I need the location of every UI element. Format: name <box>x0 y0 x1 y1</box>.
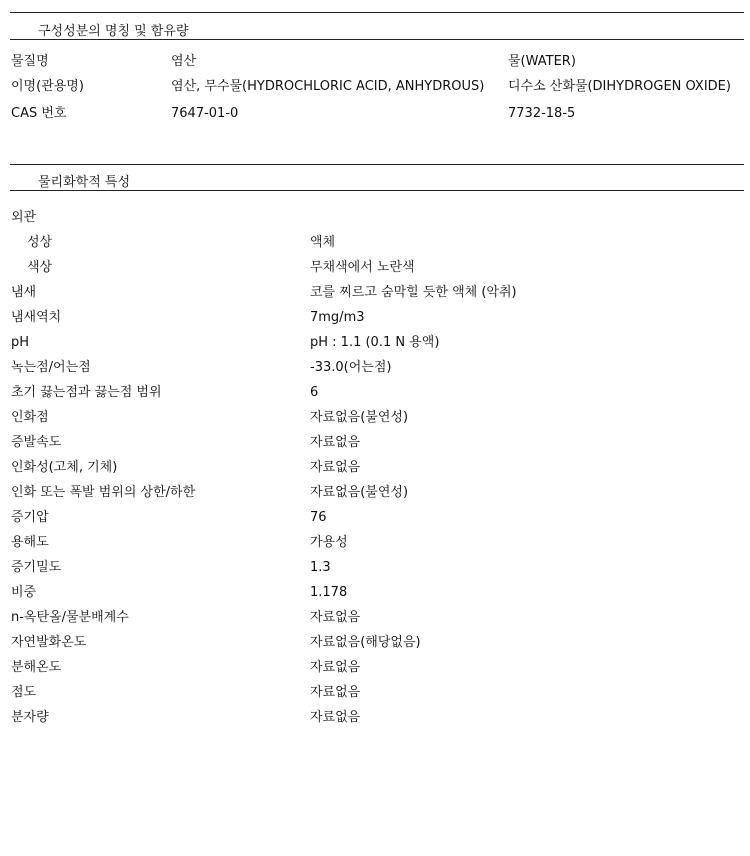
row-label: 이명(관용명) <box>11 79 84 94</box>
property-value: 1.3 <box>310 560 331 575</box>
property-label: 증발속도 <box>11 435 62 450</box>
properties-section-title: 물리화학적 특성 <box>38 175 131 190</box>
property-value: 액체 <box>310 235 336 250</box>
property-value: 자료없음(불연성) <box>310 410 409 425</box>
property-label: 용해도 <box>11 535 49 550</box>
property-label: 인화 또는 폭발 범위의 상한/하한 <box>11 485 196 500</box>
property-value: 76 <box>310 510 327 525</box>
composition-section-title: 구성성분의 명칭 및 함유량 <box>38 24 189 39</box>
section-top-rule <box>10 164 744 165</box>
property-label: 색상 <box>27 260 53 275</box>
property-label: 초기 끓는점과 끓는점 범위 <box>11 385 162 400</box>
row-label: 물질명 <box>11 54 49 69</box>
property-value: 1.178 <box>310 585 348 600</box>
section-header-rule <box>10 190 744 191</box>
property-label: 증기밀도 <box>11 560 62 575</box>
property-value: 자료없음(불연성) <box>310 485 409 500</box>
property-value: -33.0(어는점) <box>310 360 392 375</box>
property-label: 녹는점/어는점 <box>11 360 91 375</box>
property-value: 6 <box>310 385 319 400</box>
property-label: n-옥탄올/물분배계수 <box>11 610 129 625</box>
property-value: 7mg/m3 <box>310 310 365 325</box>
property-label: 분해온도 <box>11 660 62 675</box>
property-value: 가용성 <box>310 535 348 550</box>
component-1-value: 염산, 무수물(HYDROCHLORIC ACID, ANHYDROUS) <box>171 79 485 94</box>
property-value: 무채색에서 노란색 <box>310 260 415 275</box>
property-label: 성상 <box>27 235 53 250</box>
component-1-value: 7647-01-0 <box>171 106 239 121</box>
property-value: 자료없음 <box>310 685 361 700</box>
property-value: pH : 1.1 (0.1 N 용액) <box>310 335 440 350</box>
component-2-value: 물(WATER) <box>508 54 576 69</box>
property-label: 외관 <box>11 210 37 225</box>
property-label: 자연발화온도 <box>11 635 87 650</box>
property-value: 자료없음 <box>310 460 361 475</box>
property-value: 코를 찌르고 숨막힐 듯한 액체 (악취) <box>310 285 517 300</box>
component-2-value: 디수소 산화물(DIHYDROGEN OXIDE) <box>508 79 731 94</box>
property-label: 비중 <box>11 585 37 600</box>
property-value: 자료없음(해당없음) <box>310 635 421 650</box>
section-header-rule <box>10 39 744 40</box>
property-label: 인화점 <box>11 410 49 425</box>
property-value: 자료없음 <box>310 710 361 725</box>
component-2-value: 7732-18-5 <box>508 106 576 121</box>
row-label: CAS 번호 <box>11 106 67 121</box>
property-label: 냄새 <box>11 285 37 300</box>
property-label: 냄새역치 <box>11 310 62 325</box>
property-value: 자료없음 <box>310 435 361 450</box>
section-top-rule <box>10 12 744 13</box>
property-label: 인화성(고체, 기체) <box>11 460 118 475</box>
property-label: pH <box>11 335 30 350</box>
property-value: 자료없음 <box>310 660 361 675</box>
property-value: 자료없음 <box>310 610 361 625</box>
property-label: 증기압 <box>11 510 49 525</box>
component-1-value: 염산 <box>171 54 197 69</box>
property-label: 점도 <box>11 685 37 700</box>
property-label: 분자량 <box>11 710 49 725</box>
